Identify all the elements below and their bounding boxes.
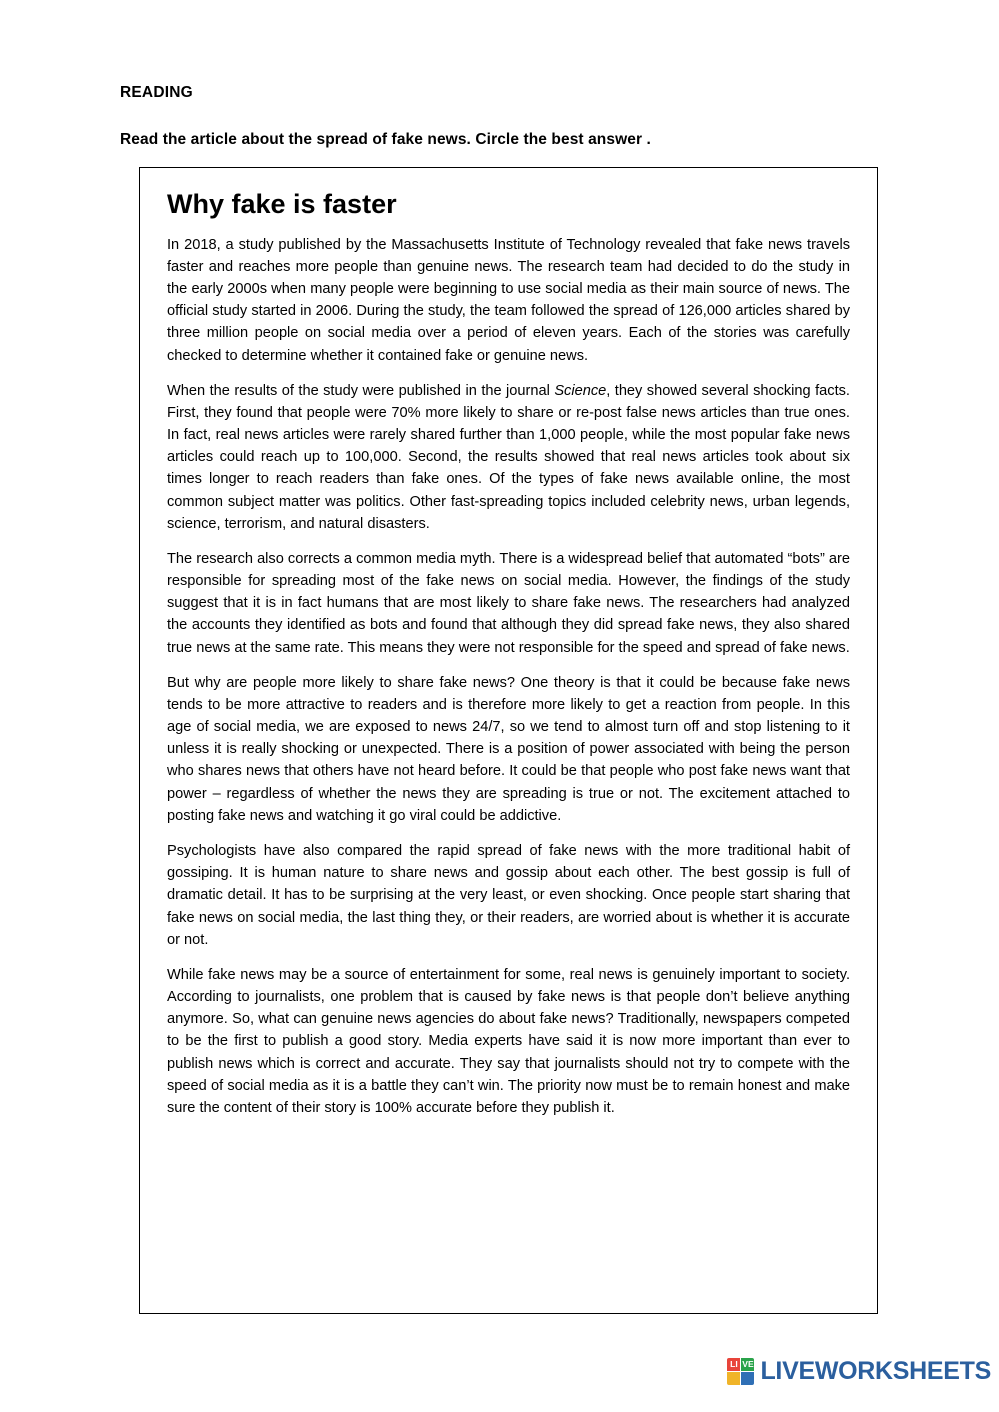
article-paragraph-1: In 2018, a study published by the Massachusetts Institute of Technology revealed that fake news travels faster and reaches more people than genuine news. The research team had decided to do the study in the early 2000s when many people were beginning to use social media as their main source of news. The official study started in 2006. During the study, the team followed the spread of 126,000 articles shared by three million people on social media over a period of eleven years. Each of the stories was carefully checked to determine whether it contained fake or genuine news.	[167, 236, 850, 364]
logo-quadrant-4	[741, 1372, 754, 1385]
article-body	[167, 234, 850, 1119]
article-paragraph-2	[167, 380, 850, 535]
journal-name: Science	[554, 382, 607, 399]
article-paragraph-4: But why are people more likely to share fake news? One theory is that it could be because fake news tends to be more attractive to readers and is therefore more likely to get a reaction from people. In this age of social media, we are exposed to news 24/7, so we tend to almost turn off and stop listening to it unless it is really shocking or unexpected. There is a position of power associated with being the person who shares news that others have not heard before. It could be that people who post fake news want that power – regardless of whether the news they are spreading is true or not. The excitement attached to posting fake news and watching it go viral could be addictive.	[167, 674, 850, 824]
instruction-text: Read the article about the spread of fake news. Circle the best answer .	[120, 131, 651, 148]
logo-quadrant-1: LI	[727, 1358, 740, 1371]
section-label: READING	[120, 84, 193, 101]
paragraph-2-text-before-italic: When the results of the study were published in the journal	[167, 382, 555, 399]
footer-branding	[727, 1357, 991, 1386]
logo-quadrant-3	[727, 1372, 740, 1385]
article-paragraph-5: Psychologists have also compared the rapid spread of fake news with the more traditional habit of gossiping. It is human nature to share news and gossip about each other. The best gossip is full of dramatic detail. It has to be surprising at the very least, or even shocking. Once people start sharing that fake news on social media, the last thing they, or their readers, are worried about is whether it is accurate or not.	[167, 842, 850, 948]
logo-quadrant-2: VE	[742, 1359, 754, 1369]
article-paragraph-6: While fake news may be a source of entertainment for some, real news is genuinely important to society. According to journalists, one problem that is caused by fake news is that people don’t believe anything anymore. So, what can genuine news agencies do about fake news? Traditionally, newspapers competed to be the first to publish a good story. Media experts have said it is now more important than ever to publish news which is correct and accurate. They say that journalists should not try to compete with the speed of social media as it is a battle they can’t win. The priority now must be to remain honest and make sure the content of their story is 100% accurate before they publish it.	[167, 966, 850, 1116]
article-title: Why fake is faster	[167, 189, 397, 219]
liveworksheets-wordmark: LIVEWORKSHEETS	[760, 1357, 991, 1385]
liveworksheets-logo-icon	[727, 1358, 754, 1385]
article-paragraph-3: The research also corrects a common media myth. There is a widespread belief that automated “bots” are responsible for spreading most of the fake news on social media. However, the findings of the study suggest that it is in fact humans that are most likely to share fake news. The researchers had analyzed the accounts they identified as bots and found that although they did spread fake news, they also shared true news at the same rate. This means they were not responsible for the speed and spread of fake news.	[167, 550, 850, 656]
article-container	[139, 167, 878, 1314]
paragraph-2-text-after-italic: , they showed several shocking facts. First, they found that people were 70% more likely to share or re-post false news articles than true ones. In fact, real news articles were rarely shared further than 1,000 people, while the most popular fake news articles could reach up to 100,000. Second, the results showed that real news articles took about six times longer to reach readers than fake ones. Of the types of fake news available online, the most common subject matter was politics. Other fast-spreading topics included celebrity news, urban legends, science, terrorism, and natural disasters.	[167, 382, 850, 532]
